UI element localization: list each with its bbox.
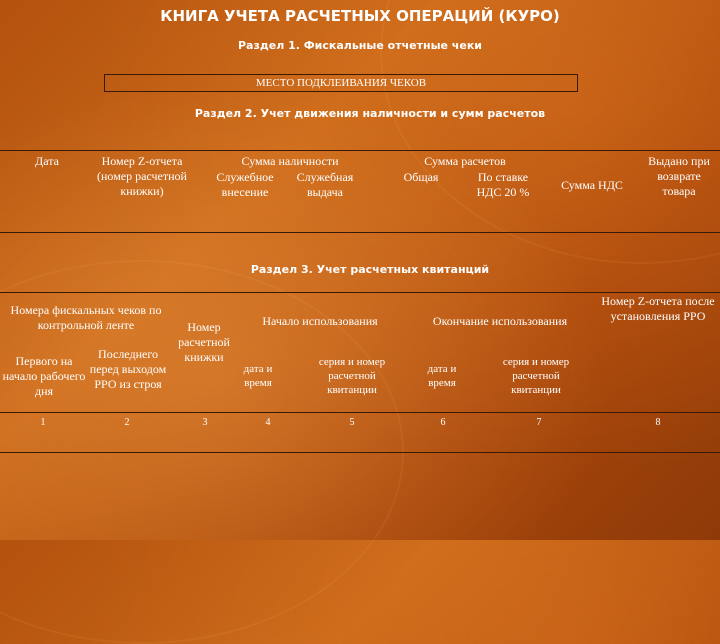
section1-title: Раздел 1. Фискальные отчетные чеки [238, 39, 482, 52]
column-number: 3 [202, 417, 208, 428]
section2-title: Раздел 2. Учет движения наличности и сумм расчетов [194, 107, 546, 120]
column-number: 7 [536, 417, 542, 428]
column-number: 4 [265, 417, 271, 428]
receipt-paste-label: МЕСТО ПОДКЛЕИВАНИЯ ЧЕКОВ [255, 77, 427, 89]
s3-header-last-before: Последнего перед выходом РРО из строя [89, 347, 167, 391]
s3-header-fiscal-receipts: Номера фискальных чеков по контрольной ленте [10, 303, 162, 332]
s2-header-total: Общая [403, 170, 439, 184]
s3-header-end-series: серия и номер расчетной квитанции [502, 356, 570, 396]
s3-header-start-use: Начало использования [262, 314, 378, 328]
s2-header-refund: Выдано при возврате товара [648, 154, 710, 198]
column-number: 1 [40, 417, 46, 428]
s2-header-service-deposit: Служебное внесение [216, 170, 274, 199]
s3-header-z-after: Номер Z-отчета после установления РРО [601, 294, 715, 323]
s3-header-end-use: Окончание использования [432, 314, 568, 328]
s2-header-z-report: Номер Z-отчета (номер расчетной книжки) [97, 154, 187, 198]
s2-header-vat-sum: Сумма НДС [561, 178, 623, 192]
s2-header-calc-sum: Сумма расчетов [424, 154, 506, 168]
s2-header-vat-rate: По ставке НДС 20 % [476, 170, 530, 199]
s2-header-service-issue: Служебная выдача [296, 170, 354, 199]
page-title: КНИГА УЧЕТА РАСЧЕТНЫХ ОПЕРАЦИЙ (КУРО) [160, 7, 560, 25]
s2-header-cash-sum: Сумма наличности [241, 154, 339, 168]
column-number: 5 [349, 417, 355, 428]
s3-header-first-day: Первого на начало рабочего дня [2, 354, 86, 398]
receipt-paste-area [104, 74, 578, 92]
s2-header-date: Дата [35, 154, 59, 168]
s3-header-start-datetime: дата и время [243, 363, 273, 389]
s3-header-end-datetime: дата и время [427, 363, 457, 389]
s3-header-start-series: серия и номер расчетной квитанции [318, 356, 386, 396]
column-number: 8 [655, 417, 661, 428]
s3-header-book-number: Номер расчетной книжки [178, 320, 230, 364]
column-number: 6 [440, 417, 446, 428]
column-number: 2 [124, 417, 130, 428]
section3-title: Раздел 3. Учет расчетных квитанций [250, 263, 490, 276]
